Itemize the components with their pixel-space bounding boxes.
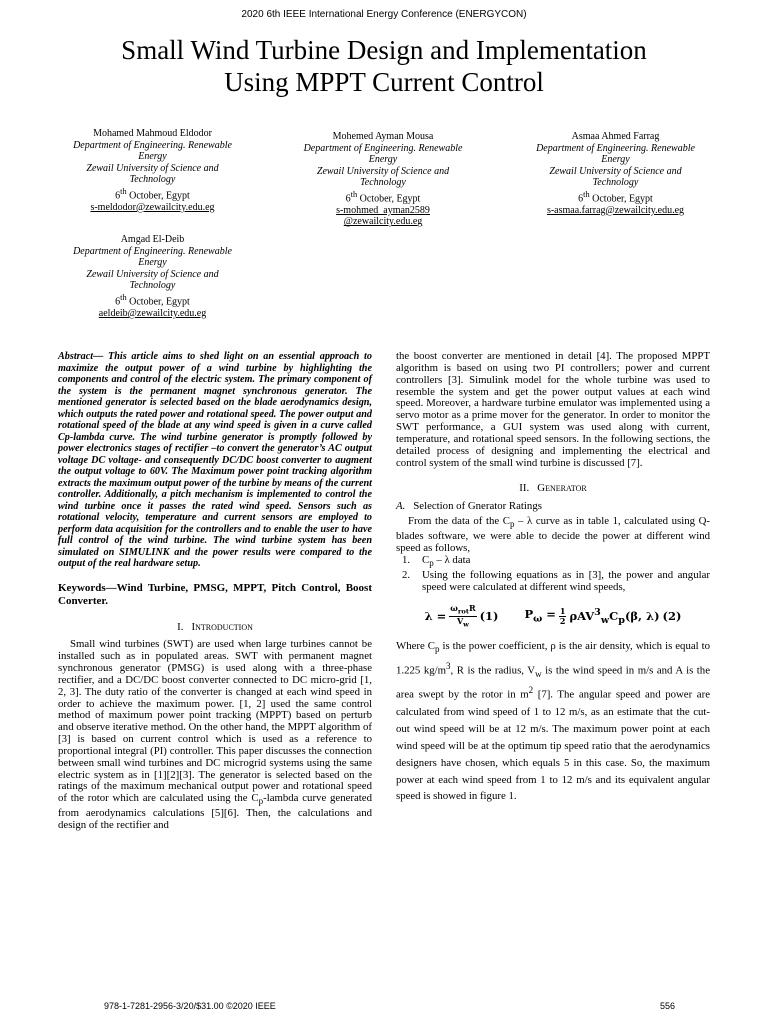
author-email[interactable]: s-asmaa.farrag@zewailcity.edu.eg [546,204,685,216]
footer-copyright: 978-1-7281-2956-3/20/$31.00 ©2020 IEEE [104,1001,276,1011]
author-university: Zewail University of Science and [549,165,682,177]
author-department: Department of Engineering. Renewable [536,142,695,154]
author-name: Amgad El-Deib [120,234,185,245]
author-department: Department of Engineering. Renewable [73,139,232,151]
subsection-heading: A. Selection of Gnerator Ratings [396,500,542,513]
author-department-cont: Energy [601,154,630,166]
author-email[interactable]: s-mohmed_ayman2589 [336,204,430,216]
author-name: Asmaa Ahmed Farrag [571,131,660,142]
author-university-cont: Technology [592,177,639,189]
author-name: Mohemed Ayman Mousa [332,131,434,142]
author-university: Zewail University of Science and [86,268,219,280]
abstract: Abstract— This article aims to shed light on an essential approach to maximize the output power of a wind turbine by highlighting the components and control of the electric system. The primary component of the system is the permanent magnet synchronous generator. The mentioned generator is selected based on the blade aerodynamics design, which outputs the rated power and rotational speed. The power output and rotational speed of the blade at any wind speed is given in a curve called Cp-lambda curve. The wind turbine generator is promptly followed by power electronics stages of rectifier –to convert the generator’s AC output voltage DC voltage- and consequently DC/DC boost converter to augment the output voltage to 60V. The Maximum power point tracking algorithm extracts the maximum output power of the turbine by means of the current controller. Additionally, a pitch mechanism is implemented to control the wind turbine once it passes the rated wind speed. Sensors such as rotational velocity, temperature and current sensors are employed to perform data acquisition for the controllers and to enable the user to have full control of the wind turbine. The wind turbine system has been simulated on SIMULINK and the power results were compared to the output of the real hardware setup. [58,351,372,569]
equation-2: $P_\omega$ = $\frac{1}{2}$ $\rho AV^3_wC_p(\beta$, λ) (2) [524,606,682,627]
section-heading-generator: II. Generator [519,482,587,495]
author-university: Zewail University of Science and [86,162,219,174]
title-line-2: Using MPPT Current Control [224,67,544,97]
author-block-1 [50,128,255,213]
right-column [396,351,710,805]
page-number: 556 [660,1001,676,1011]
author-university-cont: Technology [129,280,176,292]
author-city: 6th October, Egypt [115,186,190,202]
author-department: Department of Engineering. Renewable [303,142,463,154]
author-email[interactable]: s-meldodor@zewailcity.edu.eg [90,201,215,213]
author-email[interactable]: aeldeib@zewailcity.edu.eg [98,307,207,319]
author-city: 6th October, Egypt [345,189,421,205]
introduction-continued: the boost converter are mentioned in detail [4]. The proposed MPPT algorithm is based on using two PI controllers; power and current controllers [3]. Simulink model for the whole turbine was used to resemble the system and get the power output values at each wind speed. Moreover, a hardware turbine emulator was implemented using a servo motor as a prime mover for the generator. In order to monitor the SWT performance, a GUI system was used along with current, temperature, and rotational speed sensors. In the following sections, the detailed process of designing and implementing the electrical and control system of the small wind turbine is discussed [7]. [396,350,710,469]
author-block-3 [513,131,718,216]
section-heading-introduction: I. Introduction [177,620,253,633]
author-university: Zewail University of Science and [316,165,450,177]
author-city: 6th October, Egypt [578,189,653,205]
author-university-cont: Technology [129,174,176,186]
paper-title [40,34,728,98]
where-paragraph: Where $C_p$ is the power coefficient, ρ is the air density, which is equal to 1.225 $kg/m^3$, R is the radius, $V_w$ is the wind speed in m/s and A is the area swept by the rotor in $m^2$ [7]. The angular speed and power are calculated from wind speed of 1 to 12 m/s, as an estimate that the cut-out wind speed will be at 12 m/s. The maximum power point at each wind speed will be at the optimum tip speed ratio that the aerodynamics designers have chosen, which equals 5 in this case. So, the maximum power at each wind speed from 1 to 12 m/s and its equivalent angular speed is showed in figure 1. [396,639,711,803]
author-block-2 [283,131,483,228]
equations-row [396,604,710,630]
keywords: Keywords—Wind Turbine, PMSG, MPPT, Pitch Control, Boost Converter. [58,581,372,607]
author-department: Department of Engineering. Renewable [73,245,232,257]
author-block-4 [50,234,255,319]
author-university-cont: Technology [360,177,406,189]
author-department-cont: Energy [138,257,167,269]
title-line-1: Small Wind Turbine Design and Implementation [121,35,647,65]
left-column [58,351,372,832]
conference-header: 2020 6th IEEE International Energy Conference (ENERGYCON) [241,9,527,20]
introduction-paragraph: Small wind turbines (SWT) are used when large turbines cannot be installed such as in populated areas. SWT with permanent magnet synchronous generator (PMSG) is used along with a three-phase rectifier, and a DC/DC boost converter connected to DC micro-grid [1, 2, 3]. The duty ratio of the converter is changed at each wind speed in order to achieve the maximum power. [1, 2] used the same control method of maximum power point tracking (MPPT) based on perturb and observe iterative method. On the other hand, the MPPT algorithm of [3] is based on current control which is used as a reference to proportional integral (PI) controller. This paper discusses the connection between small wind turbines and DC microgrid systems using the same electric system as in [1][2][3]. The generator is selected based on the ratings of the maximum mechanical output power and rotational speed of the rotor which are calculated using the $C_p$-lambda curve generated from aerodynamics calculations [5][6]. Then, the calculations and design of the rectifier and [58,638,372,832]
author-city: 6th October, Egypt [115,292,190,308]
author-name: Mohamed Mahmoud Eldodor [93,128,212,139]
selection-paragraph: From the data of the $C_p$ – λ curve as in table 1, calculated using Q-blades software, we were able to decide the power at different wind speed as follows, [396,515,711,554]
list-item: 2. Using the following equations as in [3], the power and angular speed were calculated at different wind speeds, [402,568,710,593]
list-item: 1. $C_p$ – λ data [402,553,471,568]
equation-1: λ = $\frac{\omega_{rot}R}{V_w}$ (1) [424,602,499,629]
author-email-cont[interactable]: @zewailcity.edu.eg [343,216,423,228]
author-department-cont: Energy [138,151,167,163]
author-department-cont: Energy [368,154,398,166]
